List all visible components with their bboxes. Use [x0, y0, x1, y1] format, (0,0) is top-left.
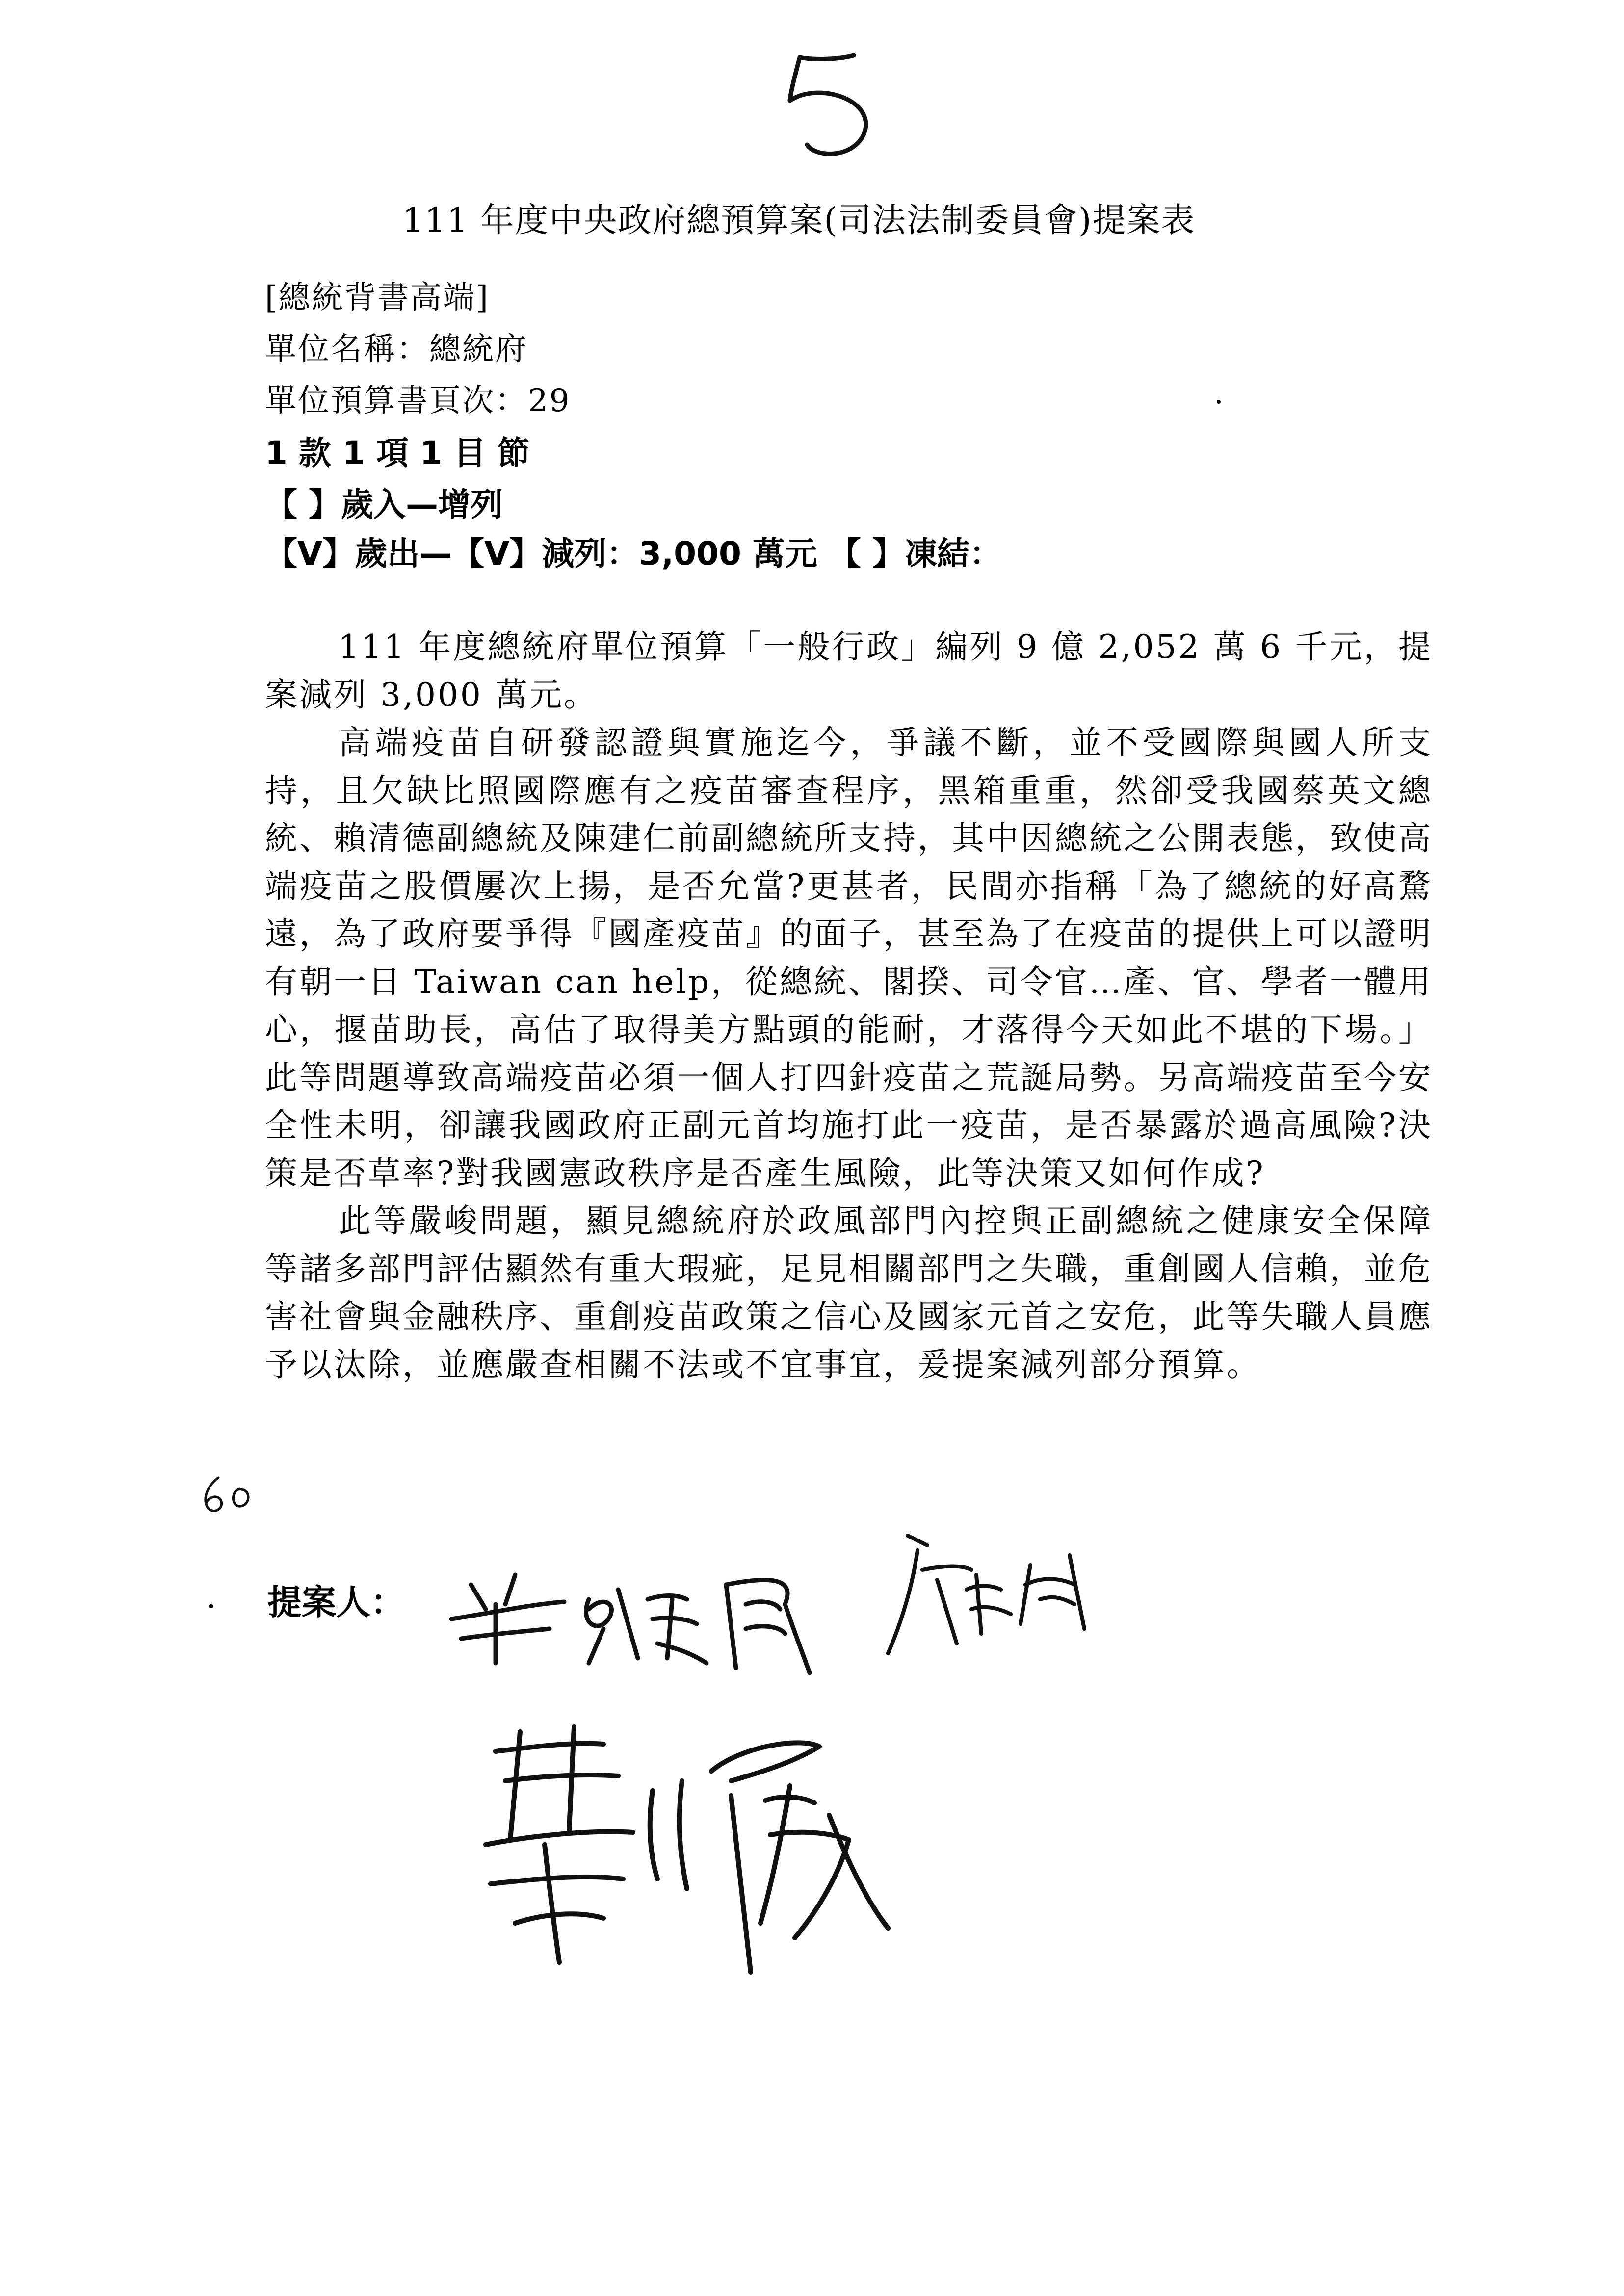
paragraph-vaccine-controversy: 高端疫苗自研發認證與實施迄今，爭議不斷，並不受國際與國人所支持，且欠缺比照國際應有之疫苗審查程序，黑箱重重，然卻受我國蔡英文總統、賴清德副總統及陳建仁前副總統所支持，其中因總統之公開表態，致使高端疫苗之股價屢次上揚，是否允當?更甚者，民間亦指稱「為了總統的好高騖遠，為了政府要爭得『國產疫苗』的面子，甚至為了在疫苗的提供上可以證明有朝一日 Taiwan can help，從總統、閣揆、司令官…產、官、學者一體用心，揠苗助長，高估了取得美方點頭的能耐，才落得今天如此不堪的下場。」此等問題導致高端疫苗必須一個人打四針疫苗之荒誕局勢。另高端疫苗至今安全性未明，卻讓我國政府正副元首均施打此一疫苗，是否暴露於過高風險?決策是否草率?對我國憲政秩序是否產生風險，此等決策又如何作成? — [265, 724, 1433, 1192]
revenue-increase-line: 【 】歲入—增列 — [265, 486, 503, 523]
paragraph-conclusion: 此等嚴峻問題，顯見總統府於政風部門內控與正副總統之健康安全保障等諸多部門評估顯然有重大瑕疵，足見相關部門之失職，重創國人信賴，並危害社會與金融秩序、重創疫苗政策之信心及國家元首之安危，此等失職人員應予以汰除，並應嚴查相關不法或不宜事宜，爰提案減列部分預算。 — [265, 1202, 1433, 1383]
expenditure-reduction-line: 【V】歲出—【V】減列：3,000 萬元 【 】凍結： — [265, 535, 1002, 573]
document-title: 111 年度中央政府總預算案(司法法制委員會)提案表 — [402, 201, 1196, 240]
scan-speck — [209, 1604, 213, 1608]
unit-name: 單位名稱：總統府 — [265, 331, 528, 367]
handwritten-margin-note — [196, 1472, 260, 1516]
proposer-label: 提案人： — [267, 1582, 405, 1622]
signature-third-proposer — [476, 1717, 917, 1992]
document-tag: [總統背書高端] — [265, 280, 490, 316]
signature-first-proposer — [442, 1545, 864, 1683]
proposal-body — [265, 623, 1433, 1388]
unit-budget-page: 單位預算書頁次：29 — [265, 383, 571, 419]
scan-speck — [1217, 400, 1221, 404]
paragraph-budget-summary: 111 年度總統府單位預算「一般行政」編列 9 億 2,052 萬 6 千元，提案減列 3,000 萬元。 — [265, 628, 1433, 714]
handwritten-page-number — [780, 47, 893, 164]
budget-section: 1 款 1 項 1 目 節 — [265, 434, 530, 472]
handwritten-five-mark — [780, 47, 893, 164]
signature-second-proposer — [878, 1526, 1104, 1673]
